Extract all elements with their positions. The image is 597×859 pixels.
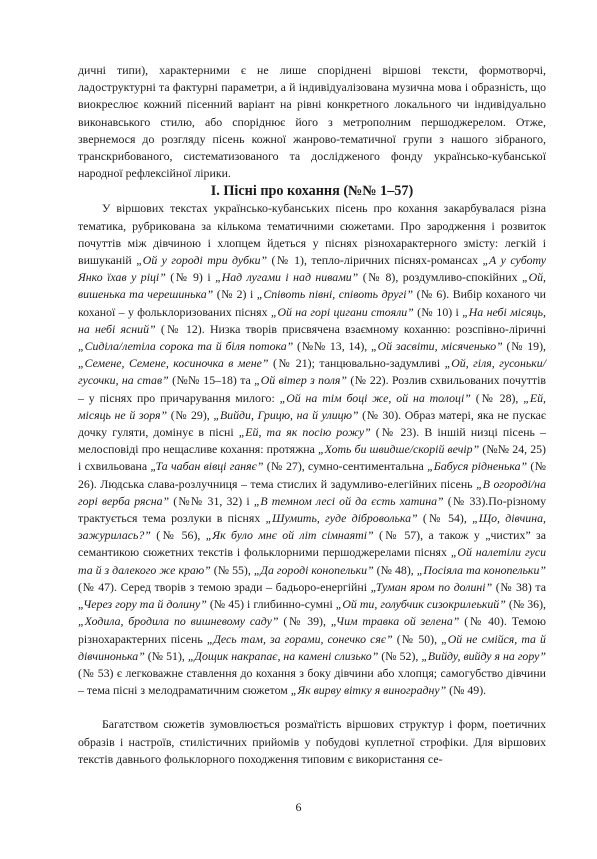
text-run: (№ 38) та [492, 579, 547, 594]
text-run: Багатством сюжетів зумовлюється розмаїтість віршових структур і форм, поетичних образів і настроїв, стилістичних прийомів у побудові куплетної строфіки. Для віршових текстів давнього фольклорного походження типовим є використання се- [78, 717, 546, 766]
text-run: (№ 40). Темою різнохарактерних пісень [78, 614, 546, 646]
text-run: (№ 53) є легковажне ставлення до кохання з боку дівчини або хлопця; самогубство дівчини – тема пісні з мелодраматичним сюжетом [78, 665, 546, 698]
song-title: „Ой засвіти, місяченько” [371, 339, 503, 354]
text-run: (№ 33).По-різному трактується тема розлуки в піснях [78, 493, 546, 526]
song-title: „Сиділа/летіла сорока та й біля потока” [78, 339, 294, 354]
song-title: „Що, дівчина, зажурилась?” [78, 511, 546, 543]
song-title: „Ой не смійся, та й дівчинонька” [78, 631, 546, 663]
song-title: „В огороді/на горі верба рясна” [78, 476, 546, 508]
song-title: „Ой у городі три дубки” [136, 253, 268, 268]
song-title: „Ой, гіля, гусоньки/гусочки, на став” [78, 356, 546, 388]
song-title: „Ой на горі цигани стояли” [270, 304, 414, 319]
song-title: „Десь там, за горами, сонечко сяє” [206, 631, 393, 646]
text-run: (№№ 31, 32) і [169, 493, 254, 508]
song-title: „Шумить, гуде діброволька” [265, 511, 418, 526]
song-title: „Над лугами і над нивами” [215, 270, 359, 285]
text-run: (№ 2) і [213, 287, 257, 302]
song-title: „Через гору та й долину” [78, 597, 207, 612]
song-title: „В темном лесі ой да єсть хатина” [253, 493, 444, 508]
text-run: (№ 55), [210, 562, 254, 577]
text-run: (№ 52), [378, 648, 422, 663]
song-title: „Вийди, Грицю, на й улицю” [213, 407, 359, 422]
love-songs-paragraph [78, 200, 546, 699]
text-run: (№ 50), [392, 631, 442, 646]
text-run: (№ 1), тепло-ліричних піснях-романсах [267, 253, 483, 268]
song-title: „Ой, вишенька та черешинька” [78, 270, 547, 302]
text-run: (№№ 15–18) та [168, 373, 255, 388]
text-run: (№ 9) і [165, 270, 216, 285]
song-title: „Посіяла та конопельки” [416, 562, 546, 577]
text-run: (№ 54), [417, 511, 473, 526]
text-run: (№ 27), сумно-сентиментальна [263, 459, 428, 474]
song-title: „Ой налетіли гуси та й з далекого же краю” [78, 545, 547, 577]
song-title: „Ходила, бродила по вишневому саду” [78, 614, 279, 629]
text-run: (№ 56), [150, 528, 206, 543]
text-run: (№ 39), [278, 614, 331, 629]
text-run: (№ 47). Серед творів з темою зради – бадьоро-енергійні [78, 579, 371, 594]
song-title: „Ей, та як посію рожу” [238, 425, 371, 440]
intro-paragraph [78, 62, 546, 182]
song-title: „Як вирву вітку я виноградну” [290, 683, 447, 698]
text-run: (№ 28), [470, 390, 524, 405]
text-run: (№ 8), роздумливо-спокійних [358, 270, 522, 285]
song-title: „Як було мнє ой літ сімнаяті” [205, 528, 374, 543]
song-title: „Чим травка ой зелена” [330, 614, 460, 629]
song-title: „Хоть би швидше/скорій вечір” [318, 442, 480, 457]
text-run: (№ 19), [502, 339, 546, 354]
text-run: (№№ 13, 14), [293, 339, 372, 354]
song-title: „Та чабан вівці ганяє” [150, 459, 264, 474]
text-run: (№ 10) і [413, 304, 463, 319]
text-run: (№ 22). Розлив схвильованих почуттів – у піснях про причарування милого: [78, 373, 546, 405]
structures-paragraph [78, 716, 546, 768]
text-run: (№ 57), а також у „чистих” за семантикою сюжетних текстів і фольклорними першоджерелами піснях [78, 528, 546, 560]
text-run: (№ 29), [167, 407, 214, 422]
text-run: (№ 26). Людська слава-розлучниця – тема стислих й задумливо-елегійних пісень [78, 459, 547, 491]
text-run: (№№ 24, 25) і схвильована [78, 442, 546, 474]
song-title: „Семене, Семене, косиночка в мене” [78, 356, 269, 371]
document-page [78, 62, 546, 768]
song-title: „Співоть півні, співоть другі” [256, 287, 414, 302]
song-title: „Ой на тім боці же, ой на толоці” [279, 390, 471, 405]
text-run: (№ 36), [505, 597, 546, 612]
text-run: (№ 21); танцювально-задумливі [268, 356, 445, 371]
section-heading: I. Пісні про кохання (№№ 1–57) [210, 183, 414, 200]
text-run: (№ 49). [446, 683, 487, 698]
song-title: „Да городі конопельки” [253, 562, 374, 577]
song-title: „А у суботу Янко їхав у ріці” [78, 253, 547, 285]
text-run: (№ 6). Вибір коханого чи коханої – у фольклоризованих піснях [78, 287, 547, 319]
song-title: „Ей, місяць не й зоря” [78, 390, 546, 422]
page-number: 6 [295, 800, 302, 814]
text-run: У віршових текстах українсько-кубанських пісень про кохання закарбувалася різна тематика, рубрикована за кількома тематичними сюжетами. Про зародження і розвиток почуттів між дівчиною і хлопцем йдеться у піснях різнохарактерного змісту: легкій і вишуканій [78, 201, 546, 268]
song-title: „Дощик накрапає, на камені слизько” [187, 648, 379, 663]
song-title: „Туман яром по долині” [370, 579, 493, 594]
text-run: (№ 45) і глибинно-сумні [206, 597, 336, 612]
song-title: „Ой ти, голубчик сизокрилеький” [335, 597, 506, 612]
song-title: „Ой вітер з поля” [254, 373, 347, 388]
text-run: дичні типи), характерними є не лише споріднені віршові тексти, формотворчі, ладоструктурні та фактурні параметри, а й індивідуалізована музична мова і образність, що виокреслює кожний пісенний варіант на рівні конкретного локального чи індивідуально виконавського стилю, або споріднює його з метрополним першоджерелом. Отже, звернемося до розгляду пісень кожної жанрово-тематичної групи з нашого зібраного, транскрибованого, систематизованого та дослідженого фонду українсько-кубанської народної рефлексійної лірики. [78, 63, 546, 181]
song-title: „Вийду, вийду я на гору” [421, 648, 546, 663]
text-run: (№ 48), [373, 562, 417, 577]
text-run: (№ 12). Низка творів присвячена взаємному коханню: розспівно-ліричні [155, 321, 547, 336]
text-run: (№ 51), [144, 648, 188, 663]
song-title: „Бабуся рідненька” [427, 459, 528, 474]
song-title: „На небі місяць, на небі ясний” [78, 304, 547, 336]
text-run: (№ 23). В іншій низці пісень – мелосповіді про нещасливе кохання: протяжна [78, 425, 546, 457]
text-run: (№ 30). Образ матері, яка не пускає дочку гуляти, домінує в пісні [78, 407, 546, 440]
